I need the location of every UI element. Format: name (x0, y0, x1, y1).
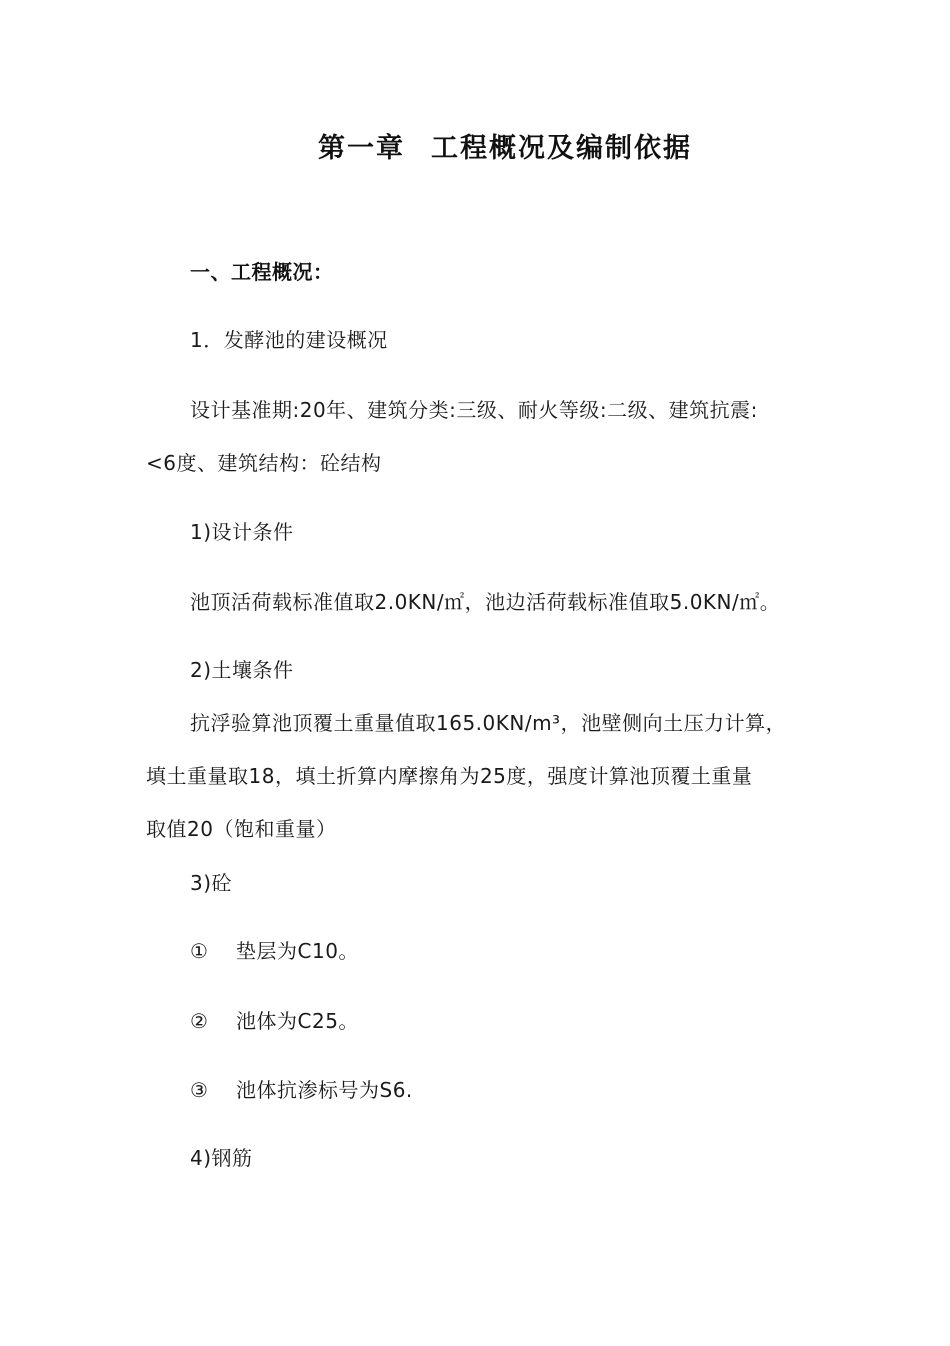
list-item (190, 1007, 359, 1035)
list-marker: ① (190, 939, 209, 963)
paragraph-line: 取值20（饱和重量） (146, 817, 337, 841)
chapter-number: 第一章 (318, 133, 405, 164)
list-marker: ③ (190, 1078, 209, 1102)
list-item (190, 937, 359, 965)
chapter-title (0, 132, 950, 166)
paragraph-line: <6度、建筑结构：砼结构 (146, 451, 382, 475)
item-heading: 1．发酵池的建设概况 (190, 328, 388, 352)
list-item-text: 池体抗渗标号为S6. (236, 1078, 413, 1102)
subsection-heading: 2)土壤条件 (190, 658, 294, 682)
list-item-text: 垫层为C10。 (236, 939, 359, 963)
paragraph-line: 填土重量取18，填土折算内摩擦角为25度，强度计算池顶覆土重量 (146, 764, 753, 788)
subsection-heading: 3)砼 (190, 871, 233, 895)
subsection-heading: 4)钢筋 (190, 1146, 253, 1170)
paragraph-line: 设计基准期:20年、建筑分类:三级、耐火等级:二级、建筑抗震: (190, 398, 758, 422)
section-heading: 一、工程概况： (190, 260, 334, 284)
subsection-heading: 1)设计条件 (190, 520, 294, 544)
paragraph-line: 池顶活荷载标准值取2.0KN/㎡，池边活荷载标准值取5.0KN/㎡。 (190, 590, 781, 614)
chapter-name: 工程概况及编制依据 (431, 133, 692, 164)
paragraph-line: 抗浮验算池顶覆土重量值取165.0KN/m³，池壁侧向土压力计算， (190, 711, 787, 735)
list-item (190, 1076, 413, 1104)
list-item-text: 池体为C25。 (236, 1009, 359, 1033)
list-marker: ② (190, 1009, 209, 1033)
